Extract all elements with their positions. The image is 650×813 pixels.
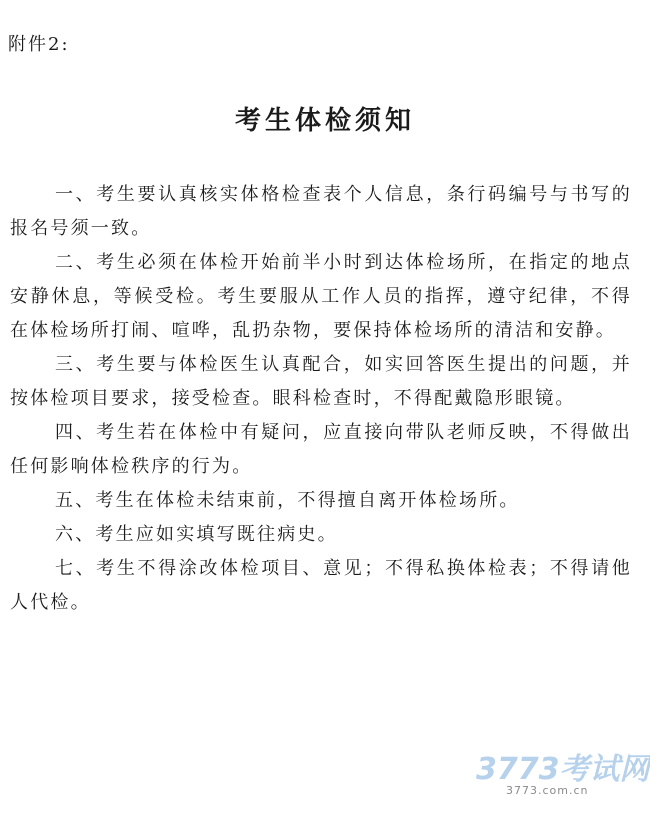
notice-item-7: 七、考生不得涂改体检项目、意见；不得私换体检表；不得请他人代检。 bbox=[10, 558, 632, 613]
watermark-url: 3773.com.cn bbox=[506, 784, 589, 797]
site-watermark bbox=[476, 744, 650, 804]
attachment-label: 附件2: bbox=[8, 34, 70, 55]
notice-item-2: 二、考生必须在体检开始前半小时到达体检场所，在指定的地点安静休息，等候受检。考生要服从工作人员的指挥，遵守纪律，不得在体检场所打闹、喧哗，乱扔杂物，要保持体检场所的清洁和安静。 bbox=[10, 252, 632, 341]
notice-item-3: 三、考生要与体检医生认真配合，如实回答医生提出的问题，并按体检项目要求，接受检查。眼科检查时，不得配戴隐形眼镜。 bbox=[10, 354, 632, 409]
notice-item-5: 五、考生在体检未结束前，不得擅自离开体检场所。 bbox=[55, 490, 520, 511]
watermark-logo-text: 3773考试网 bbox=[476, 752, 650, 787]
notice-item-6: 六、考生应如实填写既往病史。 bbox=[55, 524, 338, 545]
page-title: 考生体检须知 bbox=[234, 106, 415, 136]
notice-item-1: 一、考生要认真核实体格检查表个人信息，条行码编号与书写的报名号须一致。 bbox=[10, 184, 632, 239]
notice-item-4: 四、考生若在体检中有疑问，应直接向带队老师反映，不得做出任何影响体检秩序的行为。 bbox=[10, 422, 632, 477]
notice-body bbox=[10, 178, 632, 620]
